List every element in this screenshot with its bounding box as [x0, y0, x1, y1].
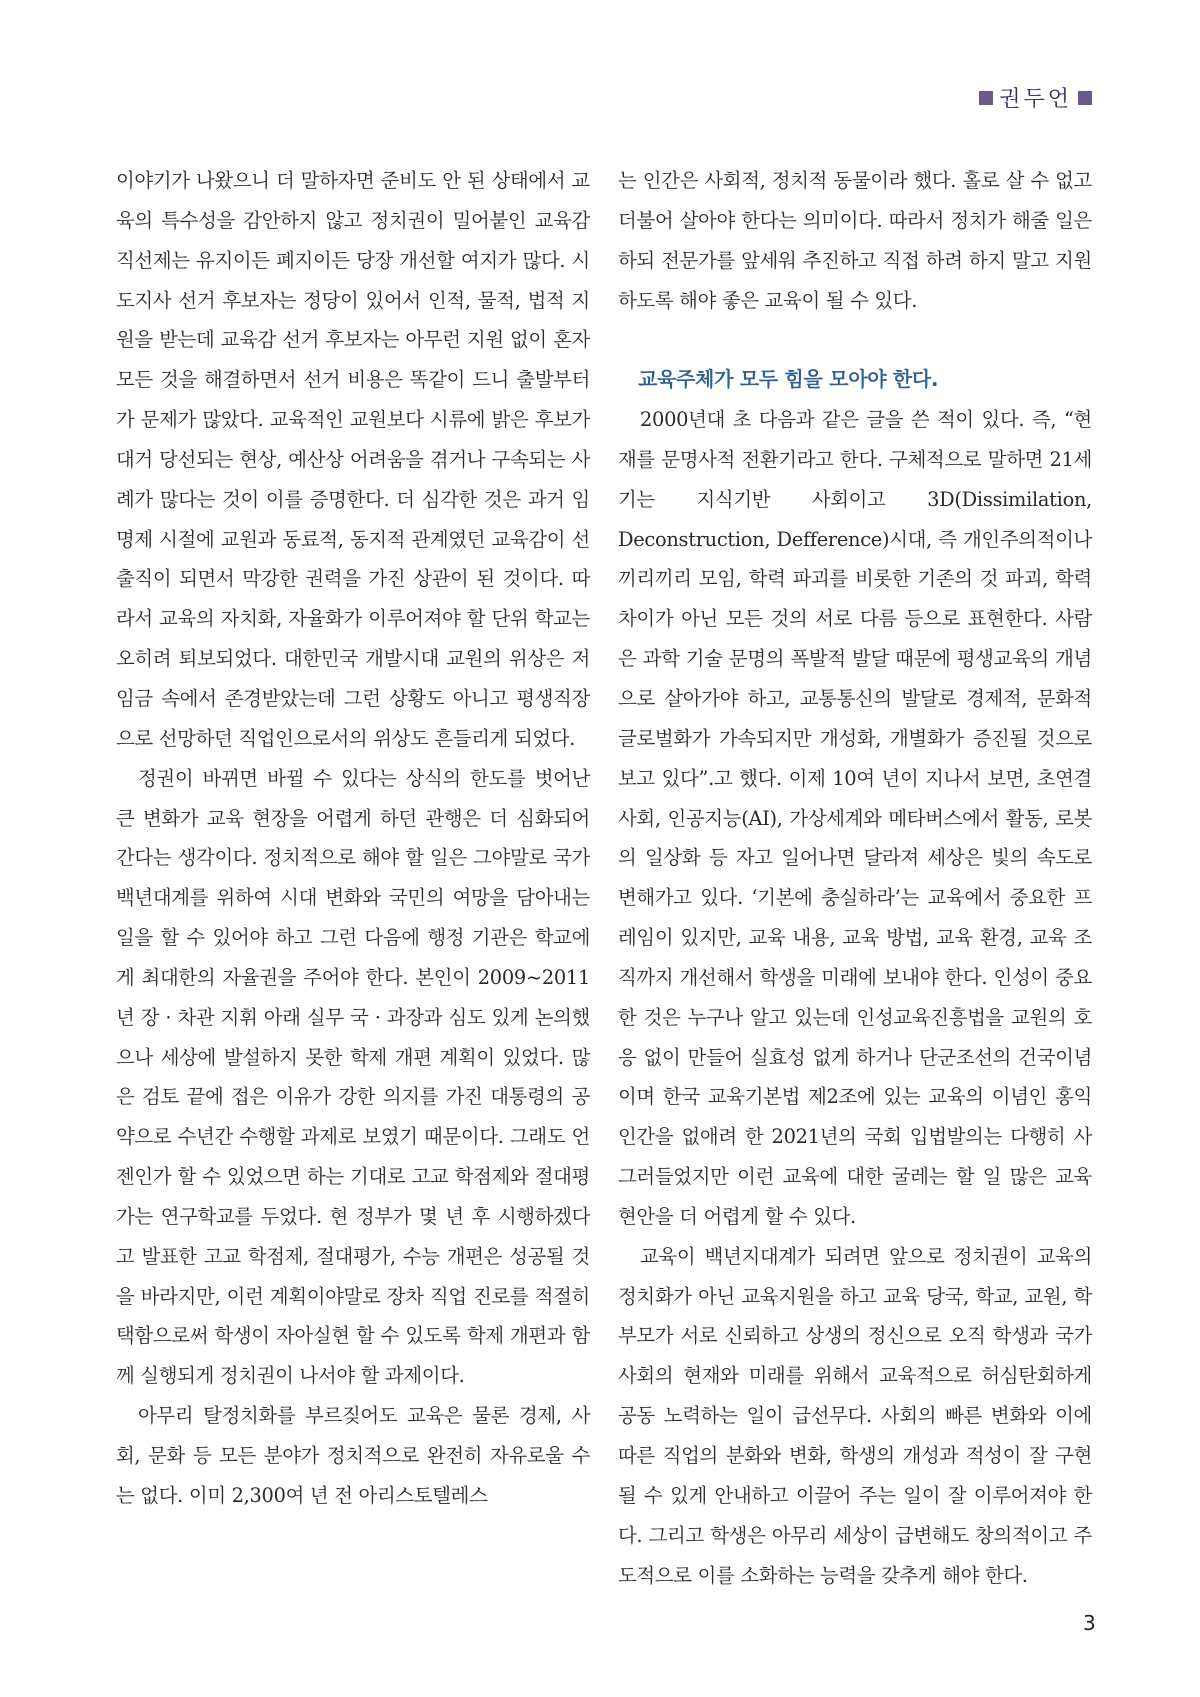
- paragraph: 2000년대 초 다음과 같은 글을 쓴 적이 있다. 즉, “현재를 문명사적 전환기라고 한다. 구체적으로 말하면 21세기는 지식기반 사회이고 3D(Dissimilation, Deconstruction, Defference)시대, 즉 개인주의적이나 끼리끼리 모임, 학력 파괴를 비롯한 기존의 것 파괴, 학력 차이가 아닌 모든 것의 서로 다름 등으로 표현한다. 사람은 과학 기술 문명의 폭발적 발달 때문에 평생교육의 개념으로 살아가야 하고, 교통통신의 발달로 경제적, 문화적 글로벌화가 가속되지만 개성화, 개별화가 증진될 것으로 보고 있다”.고 했다. 이제 10여 년이 지나서 보면, 초연결 사회, 인공지능(AI), 가상세계와 메타버스에서 활동, 로봇의 일상화 등 자고 일어나면 달라져 세상은 빛의 속도로 변해가고 있다. ‘기본에 충실하라’는 교육에서 중요한 프레임이 있지만, 교육 내용, 교육 방법, 교육 환경, 교육 조직까지 개선해서 학생을 미래에 보내야 한다. 인성이 중요한 것은 누구나 알고 있는데 인성교육진흥법을 교원의 호응 없이 만들어 실효성 없게 하거나 단군조선의 건국이념이며 한국 교육기본법 제2조에 있는 교육의 이념인 홍익인간을 없애려 한 2021년의 국회 입법발의는 다행히 사그러들었지만 이런 교육에 대한 굴레는 할 일 많은 교육 현안을 더 어렵게 할 수 있다.: [618, 408, 1092, 1228]
- paragraph: 아무리 탈정치화를 부르짖어도 교육은 물론 경제, 사회, 문화 등 모든 분야가 정치적으로 완전히 자유로울 수는 없다. 이미 2,300여 년 전 아리스토텔레스: [116, 1404, 590, 1507]
- right-column: [618, 161, 1092, 1595]
- left-column: [116, 161, 590, 1516]
- paragraph: 정권이 바뀌면 바뀔 수 있다는 상식의 한도를 벗어난 큰 변화가 교육 현장을 어렵게 하던 관행은 더 심화되어 간다는 생각이다. 정치적으로 해야 할 일은 그야말로 국가 백년대계를 위하여 시대 변화와 국민의 여망을 담아내는 일을 할 수 있어야 하고 그런 다음에 행정 기관은 학교에게 최대한의 자율권을 주어야 한다. 본인이 2009~2011년 장 · 차관 지휘 아래 실무 국 · 과장과 심도 있게 논의했으나 세상에 발설하지 못한 학제 개편 계획이 있었다. 많은 검토 끝에 접은 이유가 강한 의지를 가진 대통령의 공약으로 수년간 수행할 과제로 보였기 때문이다. 그래도 언젠인가 할 수 있었으면 하는 기대로 고교 학점제와 절대평가는 연구학교를 두었다. 현 정부가 몇 년 후 시행하겠다고 발표한 고교 학점제, 절대평가, 수능 개편은 성공될 것을 바라지만, 이런 계획이야말로 장차 직업 진로를 적절히 택함으로써 학생이 자아실현 할 수 있도록 학제 개편과 함께 실행되게 정치권이 나서야 할 과제이다.: [116, 766, 590, 1388]
- running-header: [979, 82, 1092, 113]
- paragraph: 이야기가 나왔으니 더 말하자면 준비도 안 된 상태에서 교육의 특수성을 감안하지 않고 정치권이 밀어붙인 교육감 직선제는 유지이든 폐지이든 당장 개선할 여지가 많다. 시도지사 선거 후보자는 정당이 있어서 인적, 물적, 법적 지원을 받는데 교육감 선거 후보자는 아무런 지원 없이 혼자 모든 것을 해결하면서 선거 비용은 똑같이 드니 출발부터가 문제가 많았다. 교육적인 교원보다 시류에 밝은 후보가 대거 당선되는 현상, 예산상 어려움을 겪거나 구속되는 사례가 많다는 것이 이를 증명한다. 더 심각한 것은 과거 임명제 시절에 교원과 동료적, 동지적 관계였던 교육감이 선출직이 되면서 막강한 권력을 가진 상관이 된 것이다. 따라서 교육의 자치화, 자율화가 이루어져야 할 단위 학교는 오히려 퇴보되었다. 대한민국 개발시대 교원의 위상은 저임금 속에서 존경받았는데 그런 상황도 아니고 평생직장으로 선망하던 직업인으로서의 위상도 흔들리게 되었다.: [116, 169, 590, 750]
- header-author: 권두언: [999, 87, 1072, 112]
- square-bullet-icon: [979, 91, 993, 105]
- page-number: 3: [1083, 1611, 1096, 1635]
- paragraph: 교육이 백년지대계가 되려면 앞으로 정치권이 교육의 정치화가 아닌 교육지원을 하고 교육 당국, 학교, 교원, 학부모가 서로 신뢰하고 상생의 정신으로 오직 학생과 국가 사회의 현재와 미래를 위해서 교육적으로 허심탄회하게 공동 노력하는 일이 급선무다. 사회의 빠른 변화와 이에 따른 직업의 분화와 변화, 학생의 개성과 적성이 잘 구현될 수 있게 안내하고 이끌어 주는 일이 잘 이루어져야 한다. 그리고 학생은 아무리 세상이 급변해도 창의적이고 주도적으로 이를 소화하는 능력을 갖추게 해야 한다.: [618, 1244, 1092, 1587]
- paragraph: 는 인간은 사회적, 정치적 동물이라 했다. 홀로 살 수 없고 더불어 살아야 한다는 의미이다. 따라서 정치가 해줄 일은 하되 전문가를 앞세워 추진하고 직접 하려 하지 말고 지원하도록 해야 좋은 교육이 될 수 있다.: [618, 169, 1092, 312]
- square-bullet-icon: [1078, 91, 1092, 105]
- section-heading: 교육주체가 모두 힘을 모아야 한다.: [638, 367, 939, 392]
